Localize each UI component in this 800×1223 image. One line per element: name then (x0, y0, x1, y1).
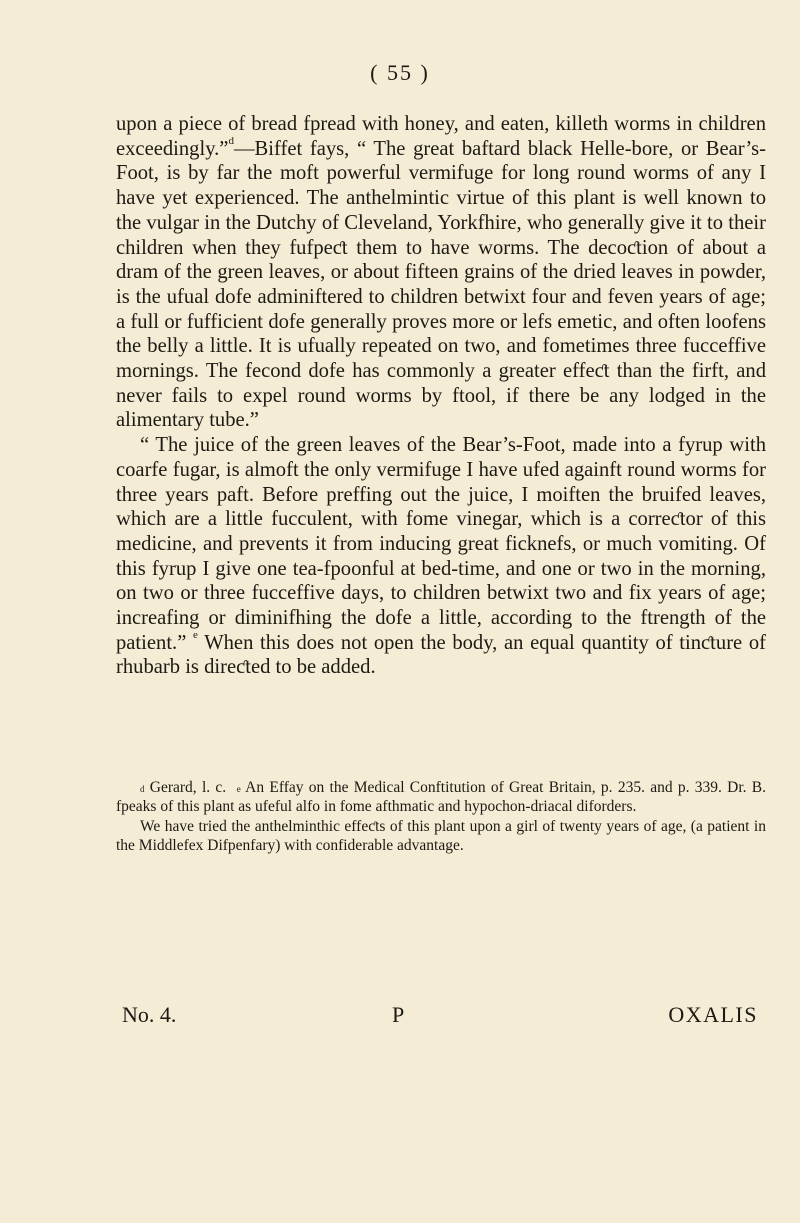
signature-letter: P (392, 1002, 405, 1027)
footnote-d-e (116, 778, 766, 817)
paragraph-1 (116, 112, 766, 433)
issue-number: No. 4. (122, 1002, 177, 1027)
footnote-e-text: An Effay on the Medical Conftitution of Great Britain, p. 235. and p. 339. Dr. B. fpeaks of this plant as ufeful alfo in fome afthmatic and hypochon-driacal diforders. (116, 779, 767, 816)
page-number: ( 55 ) (370, 60, 430, 85)
main-text (116, 112, 766, 680)
footnote-d-text: Gerard, l. c. (149, 779, 227, 796)
paragraph-1-text-b: —Biffet fays, “ The great baftard black Helle-bore, or Bear’s-Foot, is by far the moft powerful vermifuge for long round worms of any I have yet experienced. The anthelmintic virtue of this plant is well known to the vulgar in the Dutchy of Cleveland, Yorkfhire, who generally give it to their children when they fufpeƈt them to have worms. The decoƈtion of about a dram of the green leaves, or about fifteen grains of the dried leaves in powder, is the ufual dofe adminiftered to children betwixt four and feven years of age; a full or fufficient dofe generally proves more or lefs emetic, and often loofens the belly a little. It is ufually repeated on two, and fometimes three fucceffive mornings. The fecond dofe has commonly a greater effeƈt than the firft, and never fails to expel round worms by ftool, if there be any lodged in the alimentary tube.” (116, 137, 766, 432)
paragraph-2-text-b: When this does not open the body, an equal quantity of tinƈture of rhubarb is direƈted to be added. (116, 631, 767, 679)
footnote-ref-d: d (228, 134, 234, 147)
paragraph-2 (116, 433, 766, 680)
paragraph-2-text-a: “ The juice of the green leaves of the Bear’s-Foot, made into a fyrup with coarfe fugar, is almoft the only vermifuge I have ufed againft round worms for three years paft. Before preffing out the juice, I moiften the bruifed leaves, which are a little fucculent, with fome vinegar, which is a correƈtor of this medicine, and prevents it from inducing great ficknefs, or much vomiting. Of this fyrup I give one tea-fpoonful at bed-time, and one or two in the morning, on two or three fucceffive days, to children betwixt two and fix years of age; increafing or diminifhing the dofe a little, according to the ftrength of the patient.” (116, 434, 766, 654)
footnotes (116, 778, 766, 855)
catchword: OXALIS (668, 1002, 758, 1027)
footnote-extra: We have tried the anthelminthic effeƈts of this plant upon a girl of twenty years of age, (a patient in the Middlefex Difpenfary) with confiderable advantage. (116, 817, 766, 854)
paragraph-1-text-a: upon a piece of bread fpread with honey, and eaten, killeth worms in children exceedingly.” (116, 113, 766, 160)
footnote-mark-d: d (140, 784, 145, 794)
footnote-mark-e: e (236, 784, 241, 794)
footnote-ref-e: e (193, 628, 198, 641)
